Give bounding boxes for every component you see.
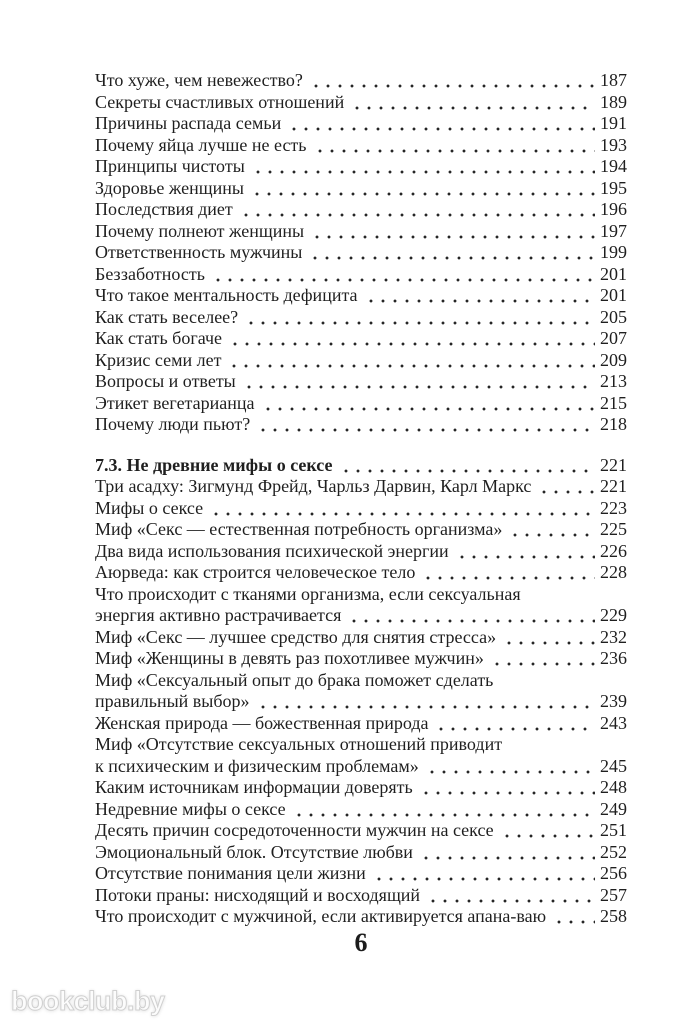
toc-entry (95, 498, 627, 520)
toc-entry-title: Каким источникам информации доверять (95, 777, 413, 797)
toc-entry-title: Миф «Женщины в девять раз похотливее мужчин» (95, 648, 484, 668)
toc-entry-page: 221 (600, 454, 627, 475)
dot-leader (501, 834, 595, 838)
toc-entry-page: 195 (600, 177, 627, 198)
toc-entry-title: к психическим и физическим проблемам» (95, 755, 419, 776)
dot-leader (491, 662, 595, 666)
dot-leader (365, 299, 595, 303)
toc-entry-title: Почему люди пьют? (95, 414, 251, 434)
toc-entry (95, 906, 627, 928)
dot-leader (456, 555, 595, 559)
toc-entry-page: 189 (600, 91, 627, 112)
dot-leader (243, 385, 595, 389)
toc-entry-page: 249 (600, 798, 627, 819)
toc-entry (95, 734, 627, 756)
dot-leader (553, 920, 595, 924)
dot-leader (503, 641, 595, 645)
toc-entry-title: Последствия диет (95, 199, 233, 219)
toc-entry-title: Миф «Сексуальный опыт до брака поможет сделать (95, 669, 494, 690)
dot-leader (257, 428, 595, 432)
toc-entry (95, 756, 627, 778)
toc-entry-title: 7.3. Не древние мифы о сексе (95, 454, 333, 475)
toc-entry-page: 187 (600, 70, 627, 90)
dot-leader (340, 469, 595, 473)
dot-leader (245, 321, 595, 325)
dot-leader (252, 170, 595, 174)
toc-entry-page: 236 (600, 648, 627, 668)
toc-entry-title: Почему яйца лучше не есть (95, 134, 307, 155)
toc-entry (95, 70, 627, 92)
toc-entry-page: 243 (600, 712, 627, 733)
toc-entry-title: Миф «Секс — лучшее средство для снятия стресса» (95, 626, 497, 647)
toc-entry (95, 113, 627, 135)
toc-entry (95, 691, 627, 713)
toc-entry-title: Миф «Секс — естественная потребность организма» (95, 519, 503, 539)
dot-leader (373, 877, 595, 881)
dot-leader (228, 364, 595, 368)
toc-entry-title: Два вида использования психической энергии (95, 540, 449, 561)
dot-leader (427, 899, 595, 903)
toc-entry-title: Что происходит с тканями организма, если сексуальная (95, 583, 521, 604)
dot-leader (420, 791, 595, 795)
toc-entry-page: 201 (600, 285, 627, 305)
toc-entry (95, 777, 627, 799)
toc-entry (95, 476, 627, 498)
toc-entry-page: 201 (600, 263, 627, 284)
dot-leader (309, 256, 595, 260)
toc-entry-page: 258 (600, 906, 627, 926)
toc-entry-title: Беззаботность (95, 263, 205, 284)
toc-entry-page: 228 (600, 562, 627, 582)
dot-leader (509, 533, 595, 537)
toc-entry-title: Как стать богаче (95, 328, 223, 348)
toc-entry-title: Ответственность мужчины (95, 242, 303, 262)
toc-entry-title: Недревние мифы о сексе (95, 798, 286, 819)
toc-entry-page: 225 (600, 519, 627, 539)
dot-leader (212, 278, 595, 282)
dot-leader (229, 342, 595, 346)
toc-entry-title: Аюрведа: как строится человеческое тело (95, 562, 416, 582)
toc-entry (95, 285, 627, 307)
toc-entry-page: 226 (600, 540, 627, 561)
dot-leader (288, 127, 595, 131)
toc-entry (95, 156, 627, 178)
toc-entry (95, 820, 627, 842)
dot-leader (348, 619, 595, 623)
toc-entry-title: Кризис семи лет (95, 349, 222, 370)
toc-entry-page: 232 (600, 626, 627, 647)
toc-entry (95, 199, 627, 221)
toc-entry-page: 251 (600, 820, 627, 840)
toc-entry-title: Принципы чистоты (95, 156, 245, 176)
toc-entry-page: 218 (600, 414, 627, 434)
toc-entry-page: 229 (600, 605, 627, 625)
toc-entry-page: 245 (600, 755, 627, 776)
dot-leader (311, 235, 595, 239)
dot-leader (426, 770, 595, 774)
toc-entry (95, 92, 627, 114)
toc-entry (95, 605, 627, 627)
toc-entry (95, 799, 627, 821)
toc-entry (95, 670, 627, 692)
dot-leader (538, 490, 595, 494)
toc-entry-page: 221 (600, 476, 627, 496)
toc-entry-title: правильный выбор» (95, 691, 250, 711)
toc-entry (95, 648, 627, 670)
page-number: 6 (354, 928, 368, 957)
watermark: bookclub.by (11, 986, 165, 1016)
dot-leader (310, 84, 595, 88)
toc-entry-title: Что хуже, чем невежество? (95, 70, 303, 90)
dot-leader (251, 192, 595, 196)
toc-entry (95, 541, 627, 563)
toc-entry-title: Почему полнеют женщины (95, 220, 305, 241)
toc-entry (95, 135, 627, 157)
dot-leader (314, 149, 595, 153)
toc-entry (95, 371, 627, 393)
dot-leader (435, 727, 595, 731)
toc-entry-title: энергия активно растрачивается (95, 605, 342, 625)
toc-entry-title: Вопросы и ответы (95, 371, 236, 391)
toc-entry-title: Мифы о сексе (95, 497, 204, 518)
toc-entry (95, 393, 627, 415)
dot-leader (293, 813, 595, 817)
toc-entry-page: 196 (600, 199, 627, 219)
dot-leader (262, 407, 595, 411)
toc-entry-page: 256 (600, 863, 627, 883)
toc-entry (95, 328, 627, 350)
toc-entry-page: 257 (600, 884, 627, 905)
toc-entry-page: 248 (600, 777, 627, 797)
toc-entry-title: Потоки праны: нисходящий и восходящий (95, 884, 421, 905)
toc-entry-page: 252 (600, 841, 627, 862)
toc-entry-page: 213 (600, 371, 627, 391)
toc-entry-title: Как стать веселее? (95, 306, 239, 327)
dot-leader (240, 213, 595, 217)
toc-entry-title: Здоровье женщины (95, 177, 244, 198)
toc-entry-title: Отсутствие понимания цели жизни (95, 863, 366, 883)
toc-entry-title: Что такое ментальность дефицита (95, 285, 358, 305)
toc-entry-title: Миф «Отсутствие сексуальных отношений приводит (95, 734, 503, 754)
toc-entry (95, 350, 627, 372)
toc-entry (95, 242, 627, 264)
toc-entry-title: Женская природа — божественная природа (95, 712, 429, 733)
toc-entry (95, 519, 627, 541)
toc-entry (95, 221, 627, 243)
toc-entry-page: 194 (600, 156, 627, 176)
toc-entry (95, 562, 627, 584)
toc-entry-title: Причины распада семьи (95, 113, 282, 133)
dot-leader (422, 576, 595, 580)
toc-entry (95, 842, 627, 864)
toc-entry (95, 584, 627, 606)
toc-entry (95, 885, 627, 907)
toc-section-header (95, 455, 627, 477)
toc-entry-page: 209 (600, 349, 627, 370)
toc-entry-title: Эмоциональный блок. Отсутствие любви (95, 841, 413, 862)
toc-entry (95, 627, 627, 649)
dot-leader (351, 106, 595, 110)
toc-entry-title: Этикет вегетарианца (95, 392, 255, 413)
toc-entry (95, 264, 627, 286)
toc-entry-title: Секреты счастливых отношений (95, 91, 345, 112)
toc-entry (95, 414, 627, 436)
toc-entry (95, 307, 627, 329)
toc-entry-page: 205 (600, 306, 627, 327)
toc-entry-page: 215 (600, 392, 627, 413)
toc-entry-page: 197 (600, 220, 627, 241)
toc-entry-page: 193 (600, 134, 627, 155)
toc-entry-title: Что происходит с мужчиной, если активируется апана-ваю (95, 906, 547, 926)
toc-entry-page: 207 (600, 328, 627, 348)
dot-leader (420, 856, 595, 860)
toc-entry-title: Десять причин сосредоточенности мужчин на сексе (95, 820, 494, 840)
dot-leader (257, 705, 595, 709)
toc-entry-page: 199 (600, 242, 627, 262)
toc-entry (95, 178, 627, 200)
table-of-contents (95, 70, 627, 928)
toc-entry-page: 191 (600, 113, 627, 133)
toc-entry-page: 239 (600, 691, 627, 711)
toc-entry (95, 713, 627, 735)
toc-entry-title: Три асадху: Зигмунд Фрейд, Чарльз Дарвин, Карл Маркс (95, 476, 532, 496)
dot-leader (210, 512, 595, 516)
toc-entry-page: 223 (600, 497, 627, 518)
toc-entry (95, 863, 627, 885)
